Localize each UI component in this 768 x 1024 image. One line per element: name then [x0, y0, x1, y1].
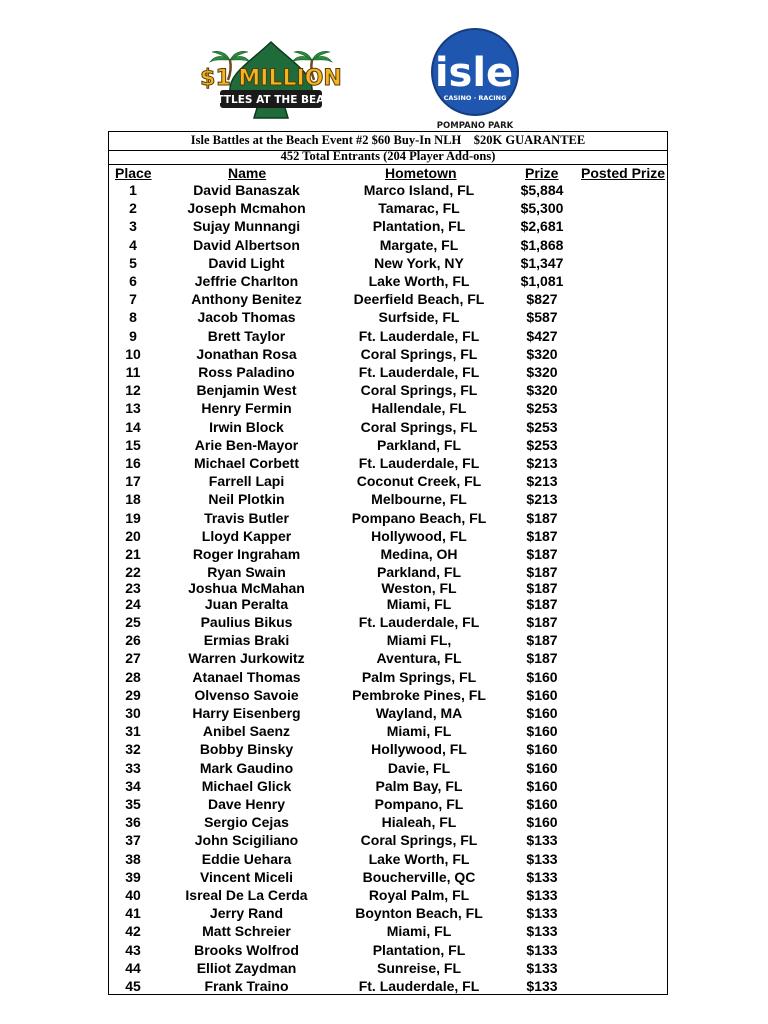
- prize-cell: $133: [526, 959, 558, 976]
- table-row: [109, 942, 667, 959]
- place-cell: 26: [125, 632, 141, 649]
- hometown-cell: Surfside, FL: [378, 309, 460, 326]
- place-cell: 29: [125, 686, 141, 703]
- hometown-cell: Hialeah, FL: [381, 814, 457, 831]
- table-row: [109, 419, 667, 436]
- prize-cell: $187: [526, 596, 558, 612]
- prize-cell: $187: [526, 632, 558, 649]
- name-cell: Isreal De La Cerda: [185, 887, 308, 903]
- table-row: [109, 382, 667, 399]
- name-cell: Elliot Zaydman: [196, 959, 297, 976]
- table-row: [109, 400, 667, 417]
- hometown-cell: Palm Springs, FL: [361, 668, 477, 685]
- name-cell: Sujay Munnangi: [192, 218, 301, 235]
- place-cell: 43: [125, 941, 141, 958]
- prize-cell: $213: [526, 473, 558, 490]
- name-cell: Bobby Binsky: [199, 741, 294, 758]
- prize-cell: $160: [526, 705, 558, 721]
- name-cell: Warren Jurkowitz: [188, 650, 305, 667]
- table-row: [109, 255, 667, 272]
- place-cell: 42: [125, 923, 141, 940]
- name-cell: Dave Henry: [207, 796, 286, 812]
- place-cell: 39: [125, 868, 141, 885]
- name-cell: Anthony Benitez: [191, 291, 302, 308]
- hometown-cell: Tamarac, FL: [378, 200, 460, 217]
- place-cell: 16: [125, 455, 141, 471]
- hometown-cell: Boucherville, QC: [362, 868, 476, 885]
- table-row: [109, 687, 667, 704]
- name-cell: Atanael Thomas: [192, 668, 301, 685]
- place-cell: 20: [125, 527, 141, 544]
- place-cell: 45: [125, 978, 141, 994]
- place-cell: 14: [125, 418, 141, 435]
- prize-cell: $320: [526, 364, 558, 380]
- prize-cell: $187: [526, 614, 558, 630]
- place-cell: 19: [125, 509, 141, 526]
- place-cell: 13: [125, 400, 141, 417]
- place-cell: 28: [125, 668, 141, 685]
- hometown-cell: Pompano, FL: [374, 796, 464, 812]
- table-row: [109, 309, 667, 326]
- name-cell: Frank Traino: [204, 978, 289, 994]
- prize-cell: $187: [526, 509, 558, 526]
- table-row: [109, 346, 667, 363]
- table-row: [109, 650, 667, 667]
- table-row: [109, 741, 667, 758]
- table-row: [109, 510, 667, 527]
- prize-cell: $160: [526, 741, 558, 758]
- hometown-cell: Coral Springs, FL: [360, 382, 478, 399]
- prize-cell: $827: [526, 291, 558, 308]
- results-table: [108, 131, 668, 995]
- prize-cell: $133: [526, 978, 558, 994]
- table-row: [109, 705, 667, 722]
- hometown-cell: Coral Springs, FL: [360, 418, 478, 435]
- table-row: [109, 832, 667, 849]
- column-header-prize: Prize: [525, 165, 559, 181]
- name-cell: Vincent Miceli: [199, 868, 294, 885]
- place-cell: 2: [129, 200, 137, 217]
- name-cell: Ermias Braki: [203, 632, 290, 649]
- table-row: [109, 905, 667, 922]
- column-header-posted-prize: Posted Prize: [581, 165, 666, 181]
- hometown-cell: Marco Island, FL: [363, 182, 475, 198]
- name-cell: Jeffrie Charlton: [194, 273, 299, 289]
- name-cell: Juan Peralta: [204, 596, 289, 612]
- table-row: [109, 669, 667, 686]
- event-title: Isle Battles at the Beach Event #2 $60 Buy-In NLH $20K GUARANTEE: [109, 132, 667, 151]
- hometown-cell: Royal Palm, FL: [368, 887, 470, 903]
- name-cell: Lloyd Kapper: [201, 527, 292, 544]
- hometown-cell: Davie, FL: [387, 759, 451, 776]
- logo-isle-text: isle: [434, 50, 514, 96]
- prize-cell: $5,300: [520, 200, 564, 217]
- place-cell: 44: [125, 959, 141, 976]
- hometown-cell: Plantation, FL: [372, 218, 466, 235]
- prize-cell: $133: [526, 850, 558, 867]
- table-row: [109, 960, 667, 977]
- table-row: [109, 291, 667, 308]
- name-cell: Brett Taylor: [207, 327, 286, 344]
- hometown-cell: Ft. Lauderdale, FL: [358, 978, 480, 994]
- table-row: [109, 814, 667, 831]
- place-cell: 4: [129, 236, 137, 253]
- place-cell: 5: [129, 254, 137, 271]
- table-row: [109, 328, 667, 345]
- hometown-cell: Parkland, FL: [376, 436, 462, 453]
- place-cell: 18: [125, 491, 141, 508]
- table-row: [109, 978, 667, 995]
- name-cell: Matt Schreier: [202, 923, 291, 940]
- table-row: [109, 237, 667, 254]
- table-row: [109, 182, 667, 199]
- hometown-cell: Medina, OH: [380, 546, 458, 562]
- hometown-cell: Hollywood, FL: [371, 527, 467, 544]
- table-row: [109, 887, 667, 904]
- name-cell: Eddie Uehara: [201, 850, 292, 867]
- table-row: [109, 614, 667, 631]
- name-cell: Irwin Block: [209, 418, 284, 435]
- prize-cell: $213: [526, 491, 558, 508]
- table-row: [109, 580, 667, 597]
- hometown-cell: Miami, FL: [386, 723, 452, 740]
- hometown-cell: Ft. Lauderdale, FL: [358, 327, 480, 344]
- hometown-cell: Lake Worth, FL: [368, 273, 470, 289]
- table-row: [109, 528, 667, 545]
- logo-pompano-park-text: POMPANO PARK: [436, 121, 514, 131]
- name-cell: Jacob Thomas: [197, 309, 296, 326]
- hometown-cell: Plantation, FL: [372, 941, 466, 958]
- prize-cell: $187: [526, 527, 558, 544]
- prize-cell: $133: [526, 923, 558, 940]
- name-cell: Farrell Lapi: [208, 473, 285, 490]
- name-cell: Anibel Saenz: [202, 723, 291, 740]
- name-cell: Joshua McMahan: [188, 580, 305, 596]
- table-row: [109, 564, 667, 581]
- logo-million-text: $1 MILLION: [200, 66, 342, 91]
- hometown-cell: Hollywood, FL: [371, 741, 467, 758]
- prize-cell: $1,081: [520, 273, 564, 289]
- hometown-cell: Coral Springs, FL: [360, 345, 478, 362]
- table-row: [109, 778, 667, 795]
- name-cell: Paulius Bikus: [200, 614, 293, 630]
- hometown-cell: Aventura, FL: [376, 650, 462, 667]
- name-cell: Harry Eisenberg: [192, 705, 301, 721]
- battles-at-the-beach-logo: [190, 38, 352, 124]
- place-cell: 15: [125, 436, 141, 453]
- name-cell: Ryan Swain: [207, 564, 286, 580]
- hometown-cell: Ft. Lauderdale, FL: [358, 455, 480, 471]
- table-row: [109, 200, 667, 217]
- hometown-cell: Miami FL,: [386, 632, 452, 649]
- place-cell: 25: [125, 614, 141, 630]
- table-row: [109, 218, 667, 235]
- hometown-cell: Coconut Creek, FL: [356, 473, 482, 490]
- hometown-cell: Weston, FL: [381, 580, 457, 596]
- name-cell: David Light: [208, 254, 285, 271]
- hometown-cell: Melbourne, FL: [371, 491, 467, 508]
- column-header-place: Place: [115, 165, 152, 181]
- table-row: [109, 869, 667, 886]
- place-cell: 8: [129, 309, 137, 326]
- prize-cell: $1,347: [520, 254, 564, 271]
- prize-cell: $427: [526, 327, 558, 344]
- prize-cell: $160: [526, 777, 558, 794]
- logo-casino-racing-text: CASINO · RACING: [443, 94, 507, 102]
- table-row: [109, 473, 667, 490]
- table-row: [109, 632, 667, 649]
- name-cell: Sergio Cejas: [204, 814, 289, 831]
- place-cell: 40: [125, 887, 141, 903]
- hometown-cell: Parkland, FL: [376, 564, 462, 580]
- prize-cell: $133: [526, 905, 558, 922]
- prize-cell: $133: [526, 832, 558, 849]
- place-cell: 12: [125, 382, 141, 399]
- name-cell: Neil Plotkin: [208, 491, 285, 508]
- name-cell: John Scigiliano: [194, 832, 299, 849]
- name-cell: Michael Glick: [201, 777, 292, 794]
- name-cell: Michael Corbett: [193, 455, 299, 471]
- table-row: [109, 723, 667, 740]
- prize-cell: $187: [526, 650, 558, 667]
- place-cell: 36: [125, 814, 141, 831]
- hometown-cell: Deerfield Beach, FL: [353, 291, 485, 308]
- entrants-summary: 452 Total Entrants (204 Player Add-ons): [109, 150, 667, 165]
- place-cell: 11: [125, 364, 141, 380]
- prize-cell: $133: [526, 868, 558, 885]
- name-cell: Travis Butler: [204, 509, 289, 526]
- place-cell: 22: [125, 564, 141, 580]
- name-cell: Brooks Wolfrod: [194, 941, 299, 958]
- place-cell: 33: [125, 759, 141, 776]
- place-cell: 30: [125, 705, 141, 721]
- hometown-cell: Sunreise, FL: [376, 959, 462, 976]
- place-cell: 38: [125, 850, 141, 867]
- table-row: [109, 491, 667, 508]
- prize-cell: $253: [526, 400, 558, 417]
- name-cell: Joseph Mcmahon: [187, 200, 306, 217]
- name-cell: Roger Ingraham: [192, 546, 301, 562]
- logo-battles-text: BATTLES AT THE BEACH: [201, 94, 341, 106]
- table-row: [109, 796, 667, 813]
- hometown-cell: Boynton Beach, FL: [355, 905, 483, 922]
- name-cell: David Banaszak: [193, 182, 300, 198]
- place-cell: 6: [129, 273, 137, 289]
- prize-cell: $1,868: [520, 236, 564, 253]
- column-header-hometown: Hometown: [385, 165, 457, 181]
- name-cell: Jerry Rand: [209, 905, 284, 922]
- place-cell: 23: [125, 580, 141, 596]
- isle-casino-logo: [424, 28, 526, 132]
- prize-cell: $160: [526, 668, 558, 685]
- table-row: [109, 455, 667, 472]
- prize-cell: $160: [526, 686, 558, 703]
- prize-cell: $213: [526, 455, 558, 471]
- prize-cell: $187: [526, 564, 558, 580]
- name-cell: Ross Paladino: [198, 364, 295, 380]
- place-cell: 7: [129, 291, 137, 308]
- table-row: [109, 437, 667, 454]
- prize-cell: $253: [526, 418, 558, 435]
- place-cell: 10: [125, 345, 141, 362]
- prize-cell: $160: [526, 723, 558, 740]
- prize-cell: $320: [526, 382, 558, 399]
- name-cell: Arie Ben-Mayor: [194, 436, 299, 453]
- place-cell: 9: [129, 327, 137, 344]
- place-cell: 17: [125, 473, 141, 490]
- table-row: [109, 760, 667, 777]
- hometown-cell: Wayland, MA: [375, 705, 463, 721]
- place-cell: 24: [125, 596, 141, 612]
- hometown-cell: New York, NY: [374, 254, 464, 271]
- prize-cell: $160: [526, 796, 558, 812]
- hometown-cell: Coral Springs, FL: [360, 832, 478, 849]
- hometown-cell: Ft. Lauderdale, FL: [358, 364, 480, 380]
- name-cell: Jonathan Rosa: [196, 345, 297, 362]
- hometown-cell: Miami, FL: [386, 596, 452, 612]
- prize-cell: $133: [526, 941, 558, 958]
- place-cell: 41: [125, 905, 141, 922]
- table-row: [109, 923, 667, 940]
- prize-cell: $160: [526, 814, 558, 831]
- table-row: [109, 546, 667, 563]
- prize-cell: $160: [526, 759, 558, 776]
- hometown-cell: Hallendale, FL: [371, 400, 467, 417]
- place-cell: 3: [129, 218, 137, 235]
- table-row: [109, 364, 667, 381]
- place-cell: 32: [125, 741, 141, 758]
- place-cell: 31: [125, 723, 141, 740]
- hometown-cell: Lake Worth, FL: [368, 850, 470, 867]
- place-cell: 27: [125, 650, 141, 667]
- hometown-cell: Margate, FL: [379, 236, 459, 253]
- name-cell: Olvenso Savoie: [194, 686, 299, 703]
- name-cell: Mark Gaudino: [199, 759, 294, 776]
- prize-cell: $2,681: [520, 218, 564, 235]
- hometown-cell: Miami, FL: [386, 923, 452, 940]
- prize-cell: $133: [526, 887, 558, 903]
- name-cell: Henry Fermin: [201, 400, 292, 417]
- table-row: [109, 596, 667, 613]
- table-row: [109, 273, 667, 290]
- hometown-cell: Palm Bay, FL: [375, 777, 463, 794]
- prize-cell: $587: [526, 309, 558, 326]
- place-cell: 34: [125, 777, 141, 794]
- table-row: [109, 851, 667, 868]
- prize-cell: $320: [526, 345, 558, 362]
- prize-cell: $253: [526, 436, 558, 453]
- hometown-cell: Pembroke Pines, FL: [352, 686, 486, 703]
- prize-cell: $187: [526, 580, 558, 596]
- place-cell: 37: [125, 832, 141, 849]
- column-header-name: Name: [228, 165, 267, 181]
- name-cell: David Albertson: [193, 236, 300, 253]
- name-cell: Benjamin West: [196, 382, 297, 399]
- place-cell: 1: [129, 182, 137, 198]
- prize-cell: $187: [526, 546, 558, 562]
- prize-cell: $5,884: [520, 182, 564, 198]
- hometown-cell: Pompano Beach, FL: [351, 509, 487, 526]
- place-cell: 35: [125, 796, 141, 812]
- place-cell: 21: [125, 546, 141, 562]
- hometown-cell: Ft. Lauderdale, FL: [358, 614, 480, 630]
